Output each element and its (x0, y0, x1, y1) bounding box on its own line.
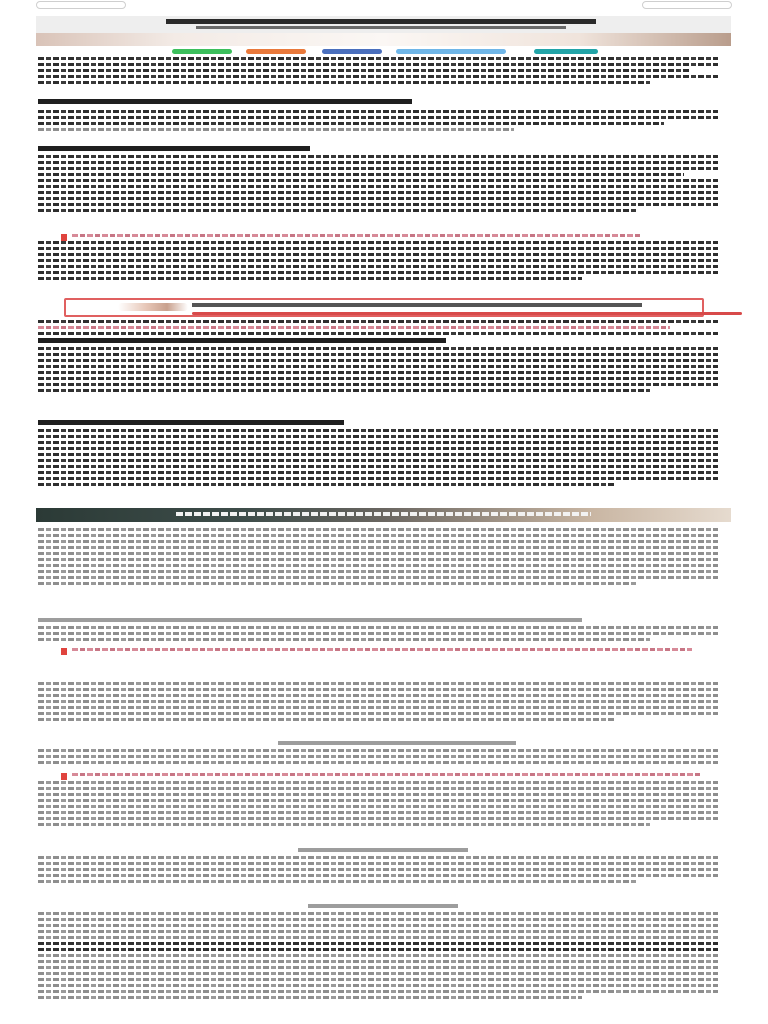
search-button[interactable] (642, 1, 732, 9)
subheading (38, 741, 718, 767)
paragraph-body (38, 904, 718, 1002)
read-more-button[interactable] (192, 312, 742, 315)
related-article-title (192, 303, 642, 307)
hero-image (36, 33, 731, 46)
inline-link[interactable] (72, 234, 672, 240)
related-article-thumbnail (118, 303, 188, 311)
banner-caption (176, 512, 591, 516)
paragraph-body (38, 781, 718, 829)
paragraph-intro (38, 57, 718, 87)
paragraph-body (38, 320, 718, 395)
paragraph-body (38, 682, 718, 724)
inline-link[interactable] (72, 773, 702, 779)
paragraph-body (38, 528, 718, 588)
share-facebook-icon[interactable] (172, 49, 232, 54)
subheading (38, 618, 718, 644)
menu-button[interactable] (36, 1, 126, 9)
paragraph-body (38, 241, 718, 283)
paragraph-body (38, 420, 718, 489)
section-heading (38, 99, 718, 108)
article-title-block (36, 16, 731, 33)
related-article-card[interactable] (64, 298, 704, 317)
share-twitter-icon[interactable] (246, 49, 306, 54)
site-logo[interactable] (274, 1, 494, 11)
section-banner-image (36, 508, 731, 522)
list-bullet-marker (61, 648, 67, 655)
share-pinterest-icon[interactable] (322, 49, 382, 54)
inline-link[interactable] (72, 648, 692, 654)
paragraph-body (38, 848, 718, 886)
article-title (166, 19, 596, 24)
paragraph-body (38, 110, 718, 134)
list-bullet-marker (61, 234, 67, 241)
list-bullet-marker (61, 773, 67, 780)
share-email-icon[interactable] (396, 49, 506, 54)
paragraph-body (38, 146, 718, 215)
share-more-icon[interactable] (534, 49, 598, 54)
article-subtitle (196, 26, 566, 29)
